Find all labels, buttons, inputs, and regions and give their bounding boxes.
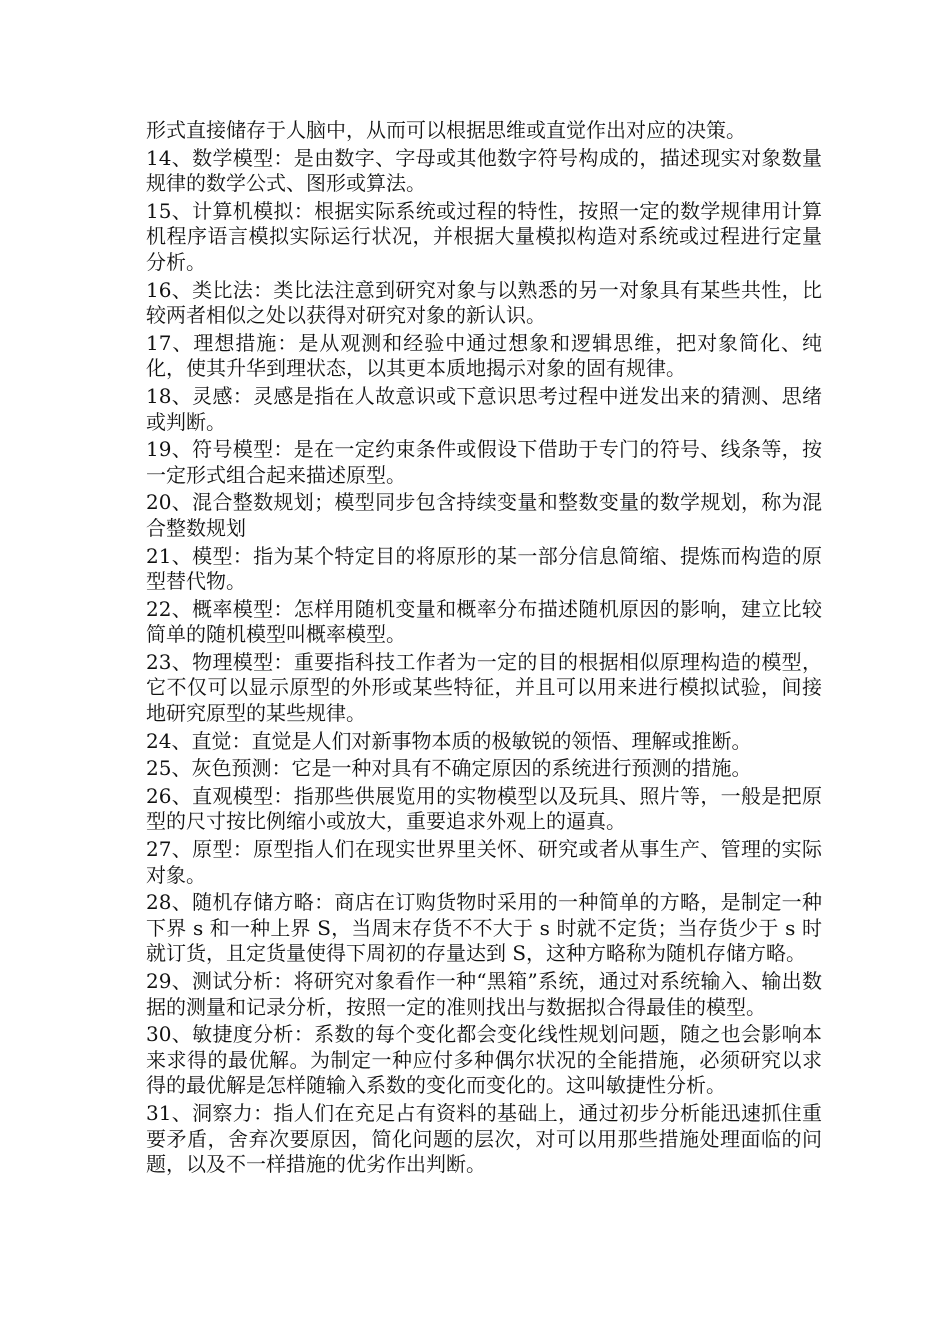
paragraph-15-computer-simulation: 15、计算机模拟：根据实际系统或过程的特性，按照一定的数学规律用计算机程序语言模拟实际运行状况，并根据大量模拟构造对系统或过程进行定量分析。 [146,198,822,274]
paragraph-30-sensitivity: 30、敏捷度分析：系数的每个变化都会变化线性规划问题，随之也会影响本来求得的最优解。为制定一种应付多种偶尔状况的全能措施，必须研究以求得的最优解是怎样随输入系数的变化而变化的。这叫敏捷性分析。 [146,1022,822,1098]
paragraph-26-visual-model: 26、直观模型：指那些供展览用的实物模型以及玩具、照片等，一般是把原型的尺寸按比例缩小或放大，重要追求外观上的逼真。 [146,783,822,834]
paragraph-14-math-model: 14、数学模型：是由数字、字母或其他数字符号构成的，描述现实对象数量规律的数学公式、图形或算法。 [146,145,822,196]
paragraph-23-physical-model: 23、物理模型：重要指科技工作者为一定的目的根据相似原理构造的模型，它不仅可以显示原型的外形或某些特征，并且可以用来进行模拟试验，间接地研究原型的某些规律。 [146,649,822,726]
paragraph-18-inspiration: 18、灵感：灵感是指在人故意识或下意识思考过程中迸发出来的猜测、思绪或判断。 [146,383,822,434]
paragraph-28-random-storage: 28、随机存储方略：商店在订购货物时采用的一种简单的方略，是制定一种下界 s 和一种上界 S，当周末存货不不大于 s 时就不定货；当存货少于 s 时就订货，且定货量使得下周初的存量达到 S，这种方略称为随机存储方略。 [146,890,822,966]
paragraph-31-insight: 31、洞察力：指人们在充足占有资料的基础上，通过初步分析能迅速抓住重要矛盾，舍弃次要原因，简化问题的层次，对可以用那些措施处理面临的问题，以及不一样措施的优劣作出判断。 [146,1100,822,1177]
paragraph-24-intuition: 24、直觉：直觉是人们对新事物本质的极敏锐的领悟、理解或推断。 [146,728,752,753]
paragraph-continuation: 形式直接储存于人脑中，从而可以根据思维或直觉作出对应的决策。 [146,118,746,142]
paragraph-27-prototype: 27、原型：原型指人们在现实世界里关怀、研究或者从事生产、管理的实际对象。 [146,837,822,887]
paragraph-19-symbol-model: 19、符号模型：是在一定约束条件或假设下借助于专门的符号、线条等，按一定形式组合起来描述原型。 [146,437,822,487]
paragraph-21-model: 21、模型：指为某个特定目的将原形的某一部分信息简缩、提炼而构造的原型替代物。 [146,543,822,594]
document-body [146,118,822,1180]
paragraph-22-probability-model: 22、概率模型：怎样用随机变量和概率分布描述随机原因的影响，建立比较简单的随机模型叫概率模型。 [146,596,822,647]
paragraph-25-grey-forecast: 25、灰色预测：它是一种对具有不确定原因的系统进行预测的措施。 [146,756,752,781]
paragraph-16-analogy: 16、类比法：类比法注意到研究对象与以熟悉的另一对象具有某些共性，比较两者相似之处以获得对研究对象的新认识。 [146,277,822,328]
paragraph-17-ideal-method: 17、理想措施：是从观测和经验中通过想象和逻辑思维，把对象简化、纯化，使其升华到理状态，以其更本质地揭示对象的固有规律。 [146,330,822,381]
paragraph-20-mixed-integer: 20、混合整数规划；模型同步包含持续变量和整数变量的数学规划，称为混合整数规划 [146,490,822,540]
paragraph-29-test-analysis: 29、测试分析：将研究对象看作一种“黑箱”系统，通过对系统输入、输出数据的测量和记录分析，按照一定的准则找出与数据拟合得最佳的模型。 [146,969,822,1019]
